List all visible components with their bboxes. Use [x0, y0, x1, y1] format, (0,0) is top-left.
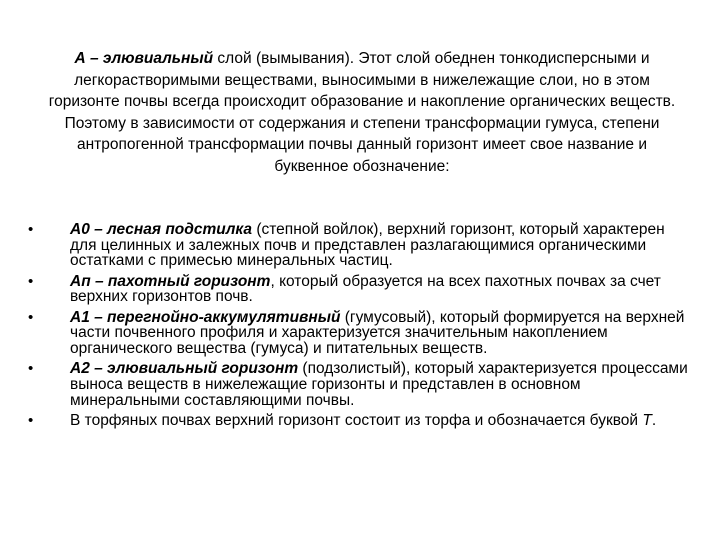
list-item-term: Ап – пахотный горизонт [70, 272, 271, 290]
bullet-icon: • [28, 411, 34, 429]
horizon-list [28, 222, 688, 433]
bullet-icon: • [28, 272, 34, 290]
list-item-a2 [28, 361, 688, 408]
list-item-text: (степной войлок), верхний горизонт, который характерен для целинных и залежных почв и представлен разлагающимися органическими остатками с примесью минеральных частиц. [70, 221, 665, 270]
list-item-ap [28, 274, 688, 305]
list-item-text: , который образуется на всех пахотных почвах за счет верхних горизонтов почв. [70, 272, 661, 306]
intro-paragraph [40, 48, 684, 177]
list-item-text: (подзолистый), который характеризуется процессами выноса веществ в нижележащие горизонты и представлен в основном минеральными составляющими почвы. [70, 360, 688, 409]
intro-text: слой (вымывания). Этот слой обеднен тонкодисперсными и легкорастворимыми веществами, выносимыми в нижележащие слои, но в этом горизонте почвы всегда происходит образование и накопление органических веществ. Поэтому в зависимости от содержания и степени трансформации гумуса, степени антропогенной трансформации почвы данный горизонт имеет свое название и буквенное обозначение: [48, 50, 676, 175]
list-item-term: А0 – лесная подстилка [70, 221, 253, 238]
list-item-peat [28, 413, 688, 429]
list-item-text: В торфяных почвах верхний горизонт состоит из торфа и обозначается буквой [70, 411, 643, 429]
horizon-letter: Т [642, 411, 652, 429]
bullet-icon: • [28, 360, 34, 378]
list-item-a0 [28, 222, 688, 269]
bullet-icon: • [28, 221, 34, 238]
list-item-term: А2 – элювиальный горизонт [70, 360, 299, 378]
list-item-text: (гумусовый), который формируется на верхней части почвенного профиля и характеризуется значительным накоплением органического вещества (гумуса) и питательных веществ. [70, 308, 685, 357]
intro-term: А – элювиальный [74, 50, 214, 67]
list-item-end: . [651, 411, 657, 429]
list-item-term: А1 – перегнойно-аккумулятивный [70, 308, 341, 326]
list-item-a1 [28, 310, 688, 357]
bullet-icon: • [28, 308, 34, 326]
